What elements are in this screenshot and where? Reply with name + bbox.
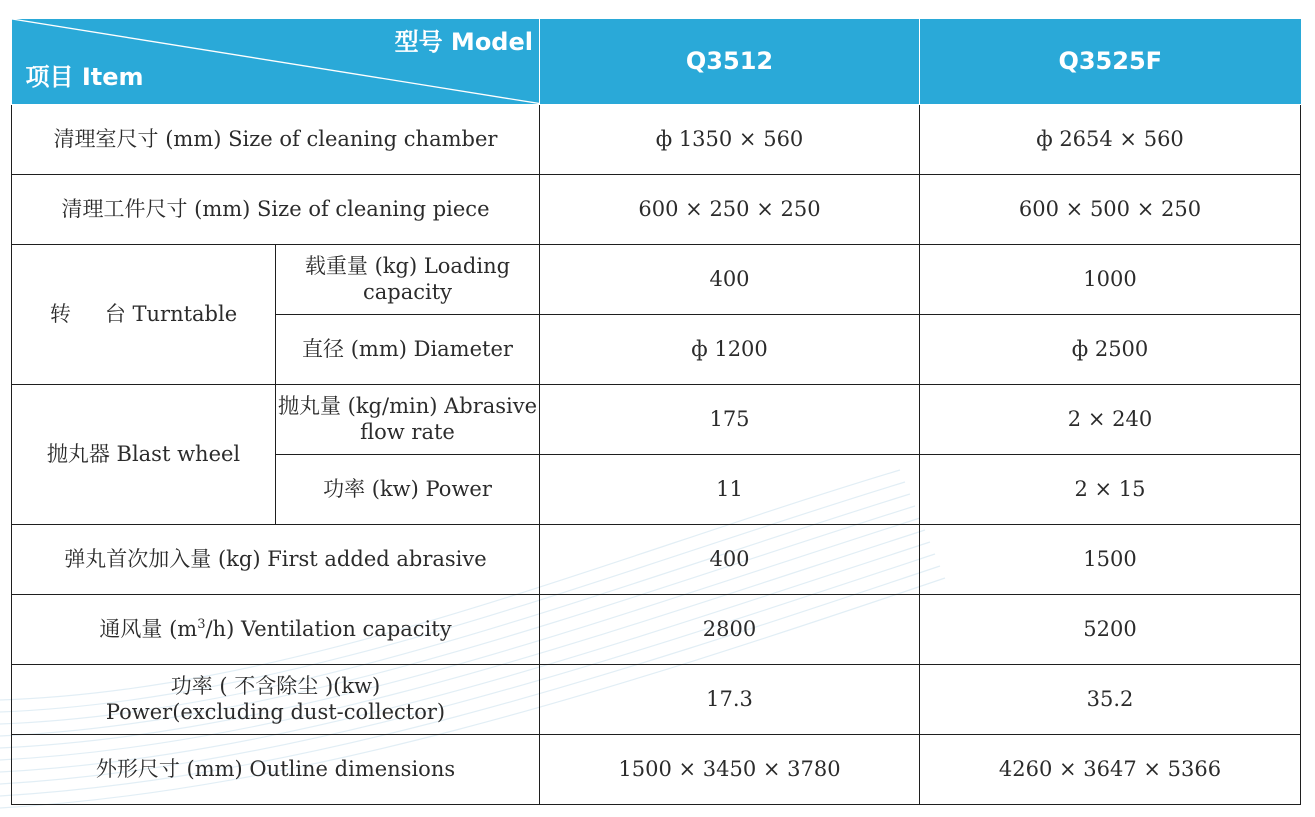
header-row: [12, 19, 1301, 104]
table-row: [12, 384, 1301, 454]
table-row: [12, 664, 1301, 734]
cell-power-q3512: 11: [540, 454, 920, 524]
cell-ventilation-q3525f: 5200: [920, 594, 1301, 664]
sub-label-diameter: 直径 (mm) Diameter: [276, 314, 540, 384]
row-label-outline: 外形尺寸 (mm) Outline dimensions: [12, 734, 540, 804]
table-row: [12, 174, 1301, 244]
ventilation-label-post: /h) Ventilation capacity: [205, 617, 452, 642]
cell-abrasive-q3512: 400: [540, 524, 920, 594]
cell-flow-q3512: 175: [540, 384, 920, 454]
cell-power-total-q3512: 17.3: [540, 664, 920, 734]
table-row: [12, 734, 1301, 804]
spec-table: [11, 19, 1301, 805]
sub-label-loading: [276, 244, 540, 314]
item-header-label: 项目 Item: [25, 62, 144, 91]
cell-power-q3525f: 2 × 15: [920, 454, 1301, 524]
cell-outline-q3512: 1500 × 3450 × 3780: [540, 734, 920, 804]
table-row: [12, 244, 1301, 314]
cell-power-total-q3525f: 35.2: [920, 664, 1301, 734]
group-label-blast-wheel: 抛丸器 Blast wheel: [12, 384, 276, 524]
cell-flow-q3525f: 2 × 240: [920, 384, 1301, 454]
flow-label-line1: 抛丸量 (kg/min) Abrasive: [277, 393, 538, 418]
header-corner-cell: [12, 19, 540, 104]
loading-label-line1: 载重量 (kg) Loading: [304, 253, 511, 278]
sub-label-power: 功率 (kw) Power: [276, 454, 540, 524]
table-row: [12, 594, 1301, 664]
turntable-label-rest: 台 Turntable: [104, 302, 238, 327]
flow-label-line2: flow rate: [360, 420, 455, 445]
ventilation-label-sup: 3: [197, 617, 206, 633]
cell-loading-q3525f: 1000: [920, 244, 1301, 314]
cell-chamber-q3525f: ф 2654 × 560: [920, 104, 1301, 174]
loading-label-line2: capacity: [362, 280, 453, 305]
row-label-abrasive: 弹丸首次加入量 (kg) First added abrasive: [12, 524, 540, 594]
row-label-piece: 清理工件尺寸 (mm) Size of cleaning piece: [12, 174, 540, 244]
row-label-chamber: 清理室尺寸 (mm) Size of cleaning chamber: [12, 104, 540, 174]
power-total-label-line1: 功率 ( 不含除尘 )(kw): [170, 674, 381, 699]
sub-label-flow: [276, 384, 540, 454]
power-total-label-line2: Power(excluding dust-collector): [105, 700, 446, 725]
cell-abrasive-q3525f: 1500: [920, 524, 1301, 594]
cell-chamber-q3512: ф 1350 × 560: [540, 104, 920, 174]
cell-ventilation-q3512: 2800: [540, 594, 920, 664]
model-header-label: 型号 Model: [394, 28, 533, 56]
model-q3512-header: Q3512: [540, 19, 920, 104]
cell-outline-q3525f: 4260 × 3647 × 5366: [920, 734, 1301, 804]
group-label-turntable: [12, 244, 276, 384]
ventilation-label-pre: 通风量 (m: [99, 617, 198, 642]
table-row: [12, 524, 1301, 594]
cell-diameter-q3525f: ф 2500: [920, 314, 1301, 384]
row-label-ventilation: [12, 594, 540, 664]
model-q3525f-header: Q3525F: [920, 19, 1301, 104]
turntable-label-cn: 转: [49, 302, 71, 327]
row-label-power-total: [12, 664, 540, 734]
cell-loading-q3512: 400: [540, 244, 920, 314]
cell-piece-q3525f: 600 × 500 × 250: [920, 174, 1301, 244]
cell-diameter-q3512: ф 1200: [540, 314, 920, 384]
cell-piece-q3512: 600 × 250 × 250: [540, 174, 920, 244]
table-row: [12, 104, 1301, 174]
